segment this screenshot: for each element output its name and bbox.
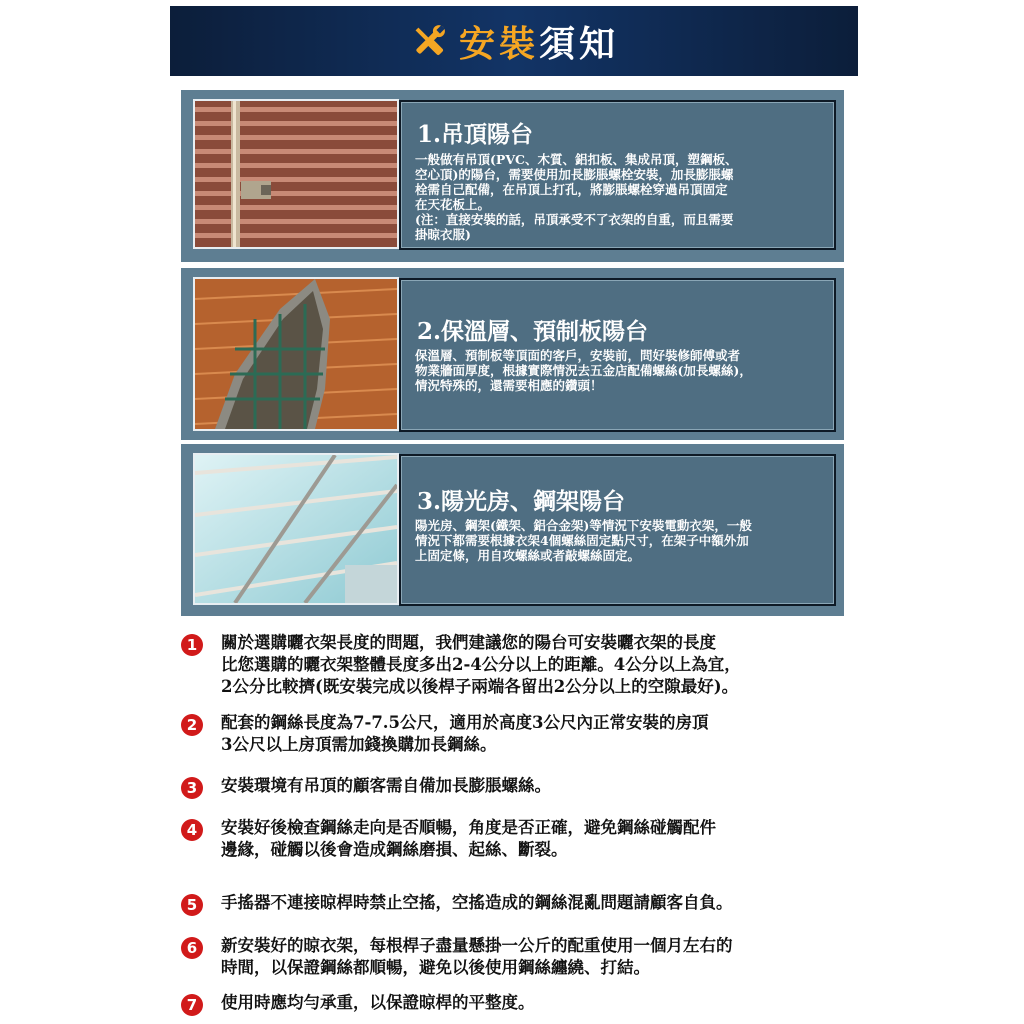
note-line: 安裝好後檢查鋼絲走向是否順暢，角度是否正確，避免鋼絲碰觸配件 [221, 818, 716, 837]
panel-title: 2.保溫層、預制板陽台 [417, 318, 649, 345]
note-number-badge: 1 [181, 634, 203, 656]
panel-sunroom-balcony [181, 444, 844, 616]
note-text [221, 775, 861, 797]
note-item [181, 817, 861, 861]
note-number-badge: 5 [181, 894, 203, 916]
panel-line: 空心頂)的陽台，需要使用加長膨脹螺栓安裝，加長膨脹螺 [415, 167, 734, 182]
note-number-badge: 6 [181, 937, 203, 959]
note-line: 手搖器不連接晾桿時禁止空搖，空搖造成的鋼絲混亂問題請顧客自負。 [221, 893, 733, 912]
wrench-screwdriver-icon [409, 21, 449, 61]
note-text [221, 632, 861, 698]
note-line: 配套的鋼絲長度為7-7.5公尺，適用於高度3公尺內正常安裝的房頂 [221, 713, 709, 732]
panel-line: 情況下都需要根據衣架4個螺絲固定點尺寸，在架子中額外加 [415, 533, 749, 548]
panel-line: 情況特殊的，還需要相應的鑽頭！ [415, 378, 603, 393]
note-number-badge: 4 [181, 819, 203, 841]
note-line: 安裝環境有吊頂的顧客需自備加長膨脹螺絲。 [221, 776, 551, 795]
note-line: 新安裝好的晾衣架，每根桿子盡量懸掛一公斤的配重使用一個月左右的 [221, 936, 733, 955]
panel-line: 物業牆面厚度，根據實際情況去五金店配備螺絲(加長螺絲)， [415, 363, 752, 378]
note-item [181, 992, 861, 1016]
note-text [221, 712, 861, 756]
header-banner [170, 6, 858, 76]
panel-title: 1.吊頂陽台 [417, 121, 534, 148]
ceiling-photo-graphic [195, 101, 397, 247]
panel-line: 上固定條，用自攻螺絲或者敲螺絲固定。 [415, 548, 641, 563]
insulation-photo-graphic [195, 279, 397, 429]
panel-line: 保溫層、預制板等頂面的客戶，安裝前，問好裝修師傅或者 [415, 348, 741, 363]
title-accent: 安裝 [458, 23, 539, 65]
note-text [221, 992, 861, 1014]
note-line: 邊緣，碰觸以後會造成鋼絲磨損、起絲、斷裂。 [221, 840, 568, 859]
panel-sunroom-text [399, 454, 836, 606]
page-title [459, 16, 619, 67]
note-number-badge: 2 [181, 714, 203, 736]
note-item [181, 892, 861, 916]
note-line: 使用時應均勻承重，以保證晾桿的平整度。 [221, 993, 535, 1012]
panel-ceiling-text [399, 100, 836, 250]
panel-line: 一般做有吊頂(PVC、木質、鋁扣板、集成吊頂，塑鋼板、 [415, 152, 738, 167]
note-text [221, 935, 861, 979]
panel-body [415, 348, 825, 393]
panel-insulation-balcony [181, 268, 844, 440]
sunroom-photo-graphic [195, 455, 397, 603]
note-item [181, 935, 861, 979]
panel-body [415, 518, 825, 563]
panel-line: 在天花板上。 [415, 197, 491, 212]
panel-insulation-text [399, 278, 836, 432]
panel-line: 栓需自己配備，在吊頂上打孔，將膨脹螺栓穿過吊頂固定 [415, 182, 728, 197]
note-line: 3公尺以上房頂需加錢換購加長鋼絲。 [221, 735, 497, 754]
panel-title: 3.陽光房、鋼架陽台 [417, 488, 626, 515]
note-item [181, 775, 861, 799]
note-item [181, 712, 861, 756]
note-line: 比您選購的曬衣架整體長度多出2-4公分以上的距離。4公分以上為宜， [221, 655, 741, 674]
note-text [221, 892, 861, 914]
panel-line: 掛晾衣服) [415, 227, 471, 242]
note-number-badge: 7 [181, 994, 203, 1016]
panel-body [415, 152, 825, 242]
ceiling-photo [193, 99, 399, 249]
note-line: 2公分比較擠(既安裝完成以後桿子兩端各留出2公分以上的空隙最好)。 [221, 677, 739, 696]
note-text [221, 817, 861, 861]
panel-ceiling-balcony [181, 90, 844, 262]
note-item [181, 632, 861, 698]
title-rest: 須知 [539, 23, 620, 65]
note-line: 時間，以保證鋼絲都順暢，避免以後使用鋼絲纏繞、打結。 [221, 958, 650, 977]
panel-line: (注：直接安裝的話，吊頂承受不了衣架的自重，而且需要 [415, 212, 734, 227]
note-line: 關於選購曬衣架長度的問題，我們建議您的陽台可安裝曬衣架的長度 [221, 633, 716, 652]
sunroom-photo [193, 453, 399, 605]
insulation-layer-photo [193, 277, 399, 431]
panel-line: 陽光房、鋼架(鐵架、鋁合金架)等情況下安裝電動衣架，一般 [415, 518, 752, 533]
note-number-badge: 3 [181, 777, 203, 799]
